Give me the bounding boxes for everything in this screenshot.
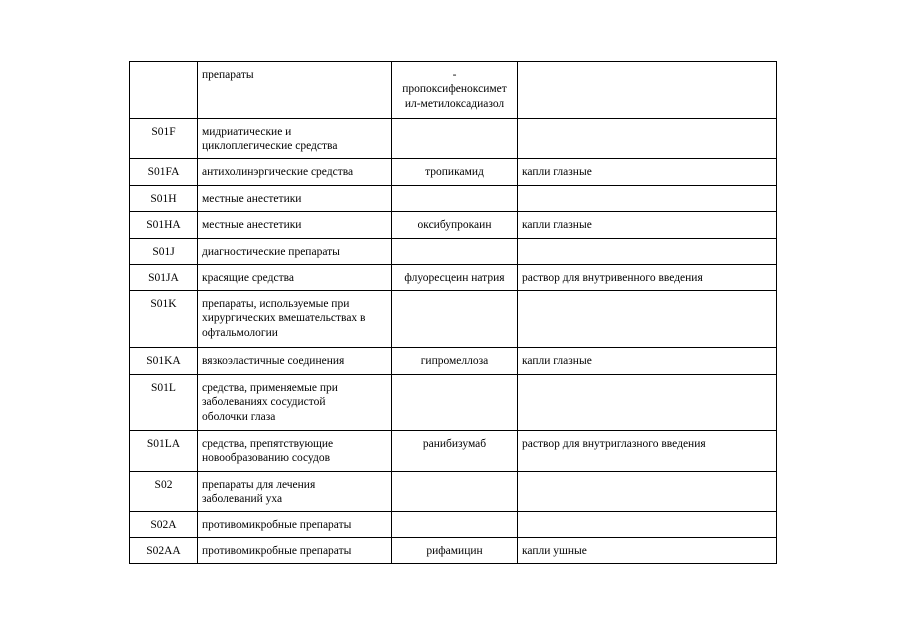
atc-code-cell: S02AA	[130, 538, 198, 564]
dosage-form-cell	[518, 186, 777, 212]
dosage-form-cell	[518, 512, 777, 538]
atc-code-cell: S02	[130, 472, 198, 512]
anatomical-group-cell: противомикробные препараты	[198, 512, 392, 538]
anatomical-group-cell: препараты, используемые при хирургических вмешательствах в офтальмологии	[198, 291, 392, 348]
table-body	[130, 62, 777, 564]
atc-code-cell: S01L	[130, 375, 198, 431]
anatomical-group-cell: диагностические препараты	[198, 239, 392, 265]
dosage-form-cell: капли глазные	[518, 348, 777, 375]
table-row	[130, 265, 777, 291]
table-row	[130, 239, 777, 265]
dosage-form-cell	[518, 119, 777, 159]
dosage-form-cell	[518, 375, 777, 431]
dosage-form-cell	[518, 291, 777, 348]
anatomical-group-cell: противомикробные препараты	[198, 538, 392, 564]
drug-name-cell: флуоресцеин натрия	[392, 265, 518, 291]
table-row	[130, 186, 777, 212]
drug-name-cell: - пропоксифеноксимет ил-метилоксадиазол	[392, 62, 518, 119]
drug-name-cell: гипромеллоза	[392, 348, 518, 375]
table-row	[130, 119, 777, 159]
anatomical-group-cell: антихолинэргические средства	[198, 159, 392, 186]
dosage-form-cell: капли глазные	[518, 159, 777, 186]
anatomical-group-cell: препараты	[198, 62, 392, 119]
dosage-form-cell	[518, 239, 777, 265]
drug-name-cell	[392, 375, 518, 431]
drug-name-cell	[392, 291, 518, 348]
atc-code-cell: S01LA	[130, 431, 198, 472]
anatomical-group-cell: вязкоэластичные соединения	[198, 348, 392, 375]
table-row	[130, 212, 777, 239]
dosage-form-cell: капли глазные	[518, 212, 777, 239]
table-row	[130, 348, 777, 375]
atc-code-cell: S01H	[130, 186, 198, 212]
atc-code-cell: S01KA	[130, 348, 198, 375]
drug-name-cell	[392, 186, 518, 212]
anatomical-group-cell: местные анестетики	[198, 212, 392, 239]
atc-code-cell	[130, 62, 198, 119]
drug-name-cell: оксибупрокаин	[392, 212, 518, 239]
anatomical-group-cell: мидриатические и циклоплегические средства	[198, 119, 392, 159]
drug-name-cell: рифамицин	[392, 538, 518, 564]
table-row	[130, 472, 777, 512]
drug-name-cell	[392, 472, 518, 512]
atc-code-cell: S01JA	[130, 265, 198, 291]
drug-name-cell: ранибизумаб	[392, 431, 518, 472]
table-row	[130, 538, 777, 564]
atc-code-cell: S01K	[130, 291, 198, 348]
atc-code-cell: S01J	[130, 239, 198, 265]
atc-code-cell: S01HA	[130, 212, 198, 239]
atc-code-cell: S02A	[130, 512, 198, 538]
dosage-form-cell	[518, 472, 777, 512]
table-row	[130, 375, 777, 431]
atc-code-cell: S01FA	[130, 159, 198, 186]
drug-name-cell	[392, 512, 518, 538]
drug-classification-table	[129, 61, 777, 564]
anatomical-group-cell: красящие средства	[198, 265, 392, 291]
dosage-form-cell	[518, 62, 777, 119]
anatomical-group-cell: средства, препятствующие новообразованию сосудов	[198, 431, 392, 472]
dosage-form-cell: раствор для внутриглазного введения	[518, 431, 777, 472]
anatomical-group-cell: препараты для лечения заболеваний уха	[198, 472, 392, 512]
atc-code-cell: S01F	[130, 119, 198, 159]
table-row	[130, 291, 777, 348]
drug-name-cell	[392, 119, 518, 159]
table-row	[130, 512, 777, 538]
dosage-form-cell: раствор для внутривенного введения	[518, 265, 777, 291]
table-row	[130, 431, 777, 472]
anatomical-group-cell: местные анестетики	[198, 186, 392, 212]
table-row	[130, 62, 777, 119]
table-row	[130, 159, 777, 186]
anatomical-group-cell: средства, применяемые при заболеваниях сосудистой оболочки глаза	[198, 375, 392, 431]
drug-name-cell: тропикамид	[392, 159, 518, 186]
dosage-form-cell: капли ушные	[518, 538, 777, 564]
drug-name-cell	[392, 239, 518, 265]
